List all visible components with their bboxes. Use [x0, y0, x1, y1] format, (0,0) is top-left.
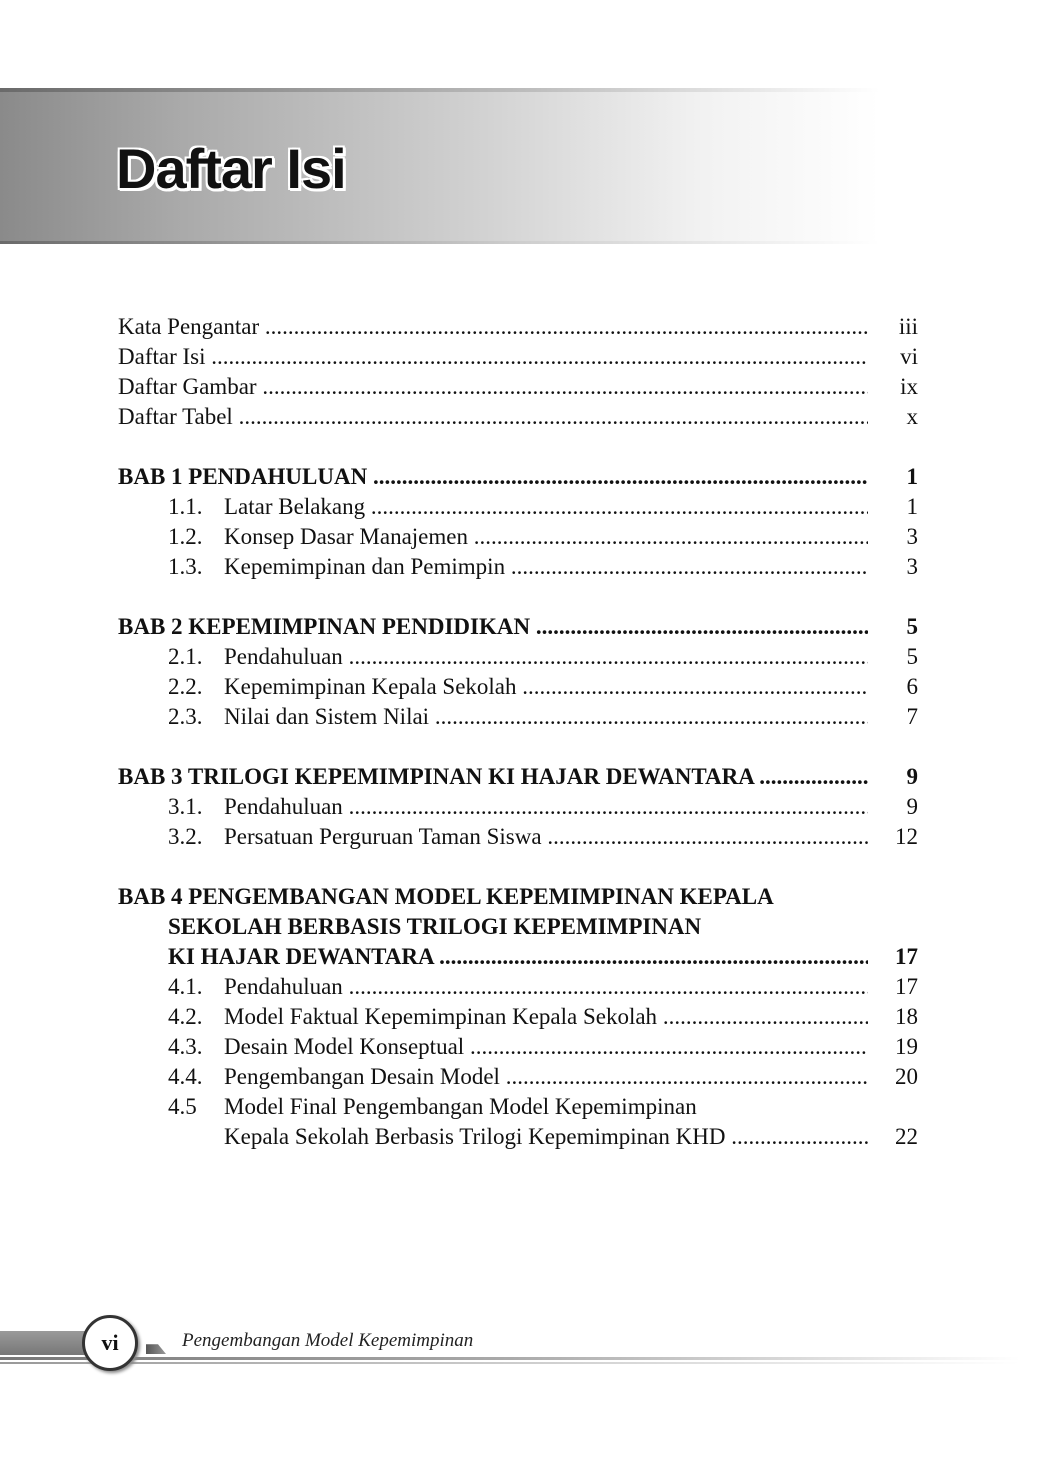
toc-label: Daftar Isi .....	[118, 342, 868, 372]
toc-text: Nilai dan Sistem Nilai	[224, 704, 430, 729]
toc-page: 17	[895, 944, 918, 969]
toc-row-bab-4-line-3[interactable]	[118, 942, 918, 972]
toc-page: vi	[900, 344, 918, 369]
toc-number: 1.1.	[168, 494, 203, 519]
toc-text: Pengembangan Desain Model	[224, 1064, 500, 1089]
toc-label	[168, 672, 868, 702]
toc-page: 5	[906, 644, 918, 669]
toc-page: 12	[895, 824, 918, 849]
toc-page: 17	[895, 974, 918, 999]
toc-number: 4.2.	[168, 1004, 203, 1029]
toc-row-2-2[interactable]	[118, 672, 918, 702]
toc-label	[168, 792, 868, 822]
toc-row-bab-1[interactable]	[118, 462, 918, 492]
toc-row-1-2[interactable]	[118, 522, 918, 552]
spacer	[118, 732, 918, 762]
toc-page: x	[906, 404, 918, 429]
toc-page: 1	[906, 464, 918, 489]
footer-rule	[0, 1357, 1020, 1360]
toc-label: Kepala Sekolah Berbasis Trilogi Kepemimpinan KHD .....	[224, 1122, 868, 1152]
toc-row-bab-2[interactable]	[118, 612, 918, 642]
toc-page: 5	[906, 614, 918, 639]
toc-label	[168, 1092, 868, 1122]
toc-label	[168, 1062, 868, 1092]
toc-label: KI HAJAR DEWANTARA .....	[168, 942, 868, 972]
toc-row-bab-3[interactable]	[118, 762, 918, 792]
toc-number: 2.3.	[168, 704, 203, 729]
toc-number: 3.1.	[168, 794, 203, 819]
page-title: Daftar Isi	[116, 137, 346, 200]
toc-label: Daftar Tabel .....	[118, 402, 868, 432]
toc-page: 20	[895, 1064, 918, 1089]
toc-row-4-5-line-1[interactable]	[118, 1092, 918, 1122]
toc-row-4-1[interactable]	[118, 972, 918, 1002]
toc-page: 3	[906, 554, 918, 579]
toc-page: 6	[906, 674, 918, 699]
toc-label	[168, 822, 868, 852]
running-title: Pengembangan Model Kepemimpinan	[182, 1330, 474, 1351]
toc-page: 1	[906, 494, 918, 519]
toc-label: Daftar Gambar .....	[118, 372, 868, 402]
toc-number: 2.2.	[168, 674, 203, 699]
toc-text: Kepemimpinan dan Pemimpin	[224, 554, 506, 579]
toc-label	[168, 522, 868, 552]
toc-row-1-3[interactable]	[118, 552, 918, 582]
toc-label: BAB 3 TRILOGI KEPEMIMPINAN KI HAJAR DEWANTARA .....	[118, 762, 868, 792]
spacer	[118, 852, 918, 882]
toc-text: Latar Belakang	[224, 494, 366, 519]
toc-page: iii	[898, 314, 918, 339]
toc-row-3-1[interactable]	[118, 792, 918, 822]
table-of-contents	[118, 312, 918, 1152]
toc-row-2-3[interactable]	[118, 702, 918, 732]
toc-row-daftar-isi[interactable]	[118, 342, 918, 372]
spacer	[118, 582, 918, 612]
toc-row-bab-4-line-1[interactable]	[118, 882, 918, 912]
toc-label	[168, 1002, 868, 1032]
toc-number: 3.2.	[168, 824, 203, 849]
toc-row-2-1[interactable]	[118, 642, 918, 672]
toc-page: 18	[895, 1004, 918, 1029]
footer-rule	[0, 1362, 1020, 1364]
toc-label	[168, 642, 868, 672]
toc-label	[168, 702, 868, 732]
toc-label	[168, 972, 868, 1002]
toc-number: 4.3.	[168, 1034, 203, 1059]
toc-row-1-1[interactable]	[118, 492, 918, 522]
toc-label	[168, 492, 868, 522]
toc-row-4-4[interactable]	[118, 1062, 918, 1092]
toc-number: 1.3.	[168, 554, 203, 579]
toc-text: Desain Model Konseptual	[224, 1034, 465, 1059]
toc-text: Kepemimpinan Kepala Sekolah	[224, 674, 517, 699]
toc-label: BAB 1 PENDAHULUAN .....	[118, 462, 868, 492]
toc-page: 7	[906, 704, 918, 729]
toc-page: 22	[895, 1124, 918, 1149]
toc-page: 9	[906, 764, 918, 789]
toc-text: Konsep Dasar Manajemen	[224, 524, 468, 549]
toc-text: Pendahuluan	[224, 974, 343, 999]
toc-label	[168, 1032, 868, 1062]
toc-row-kata-pengantar[interactable]	[118, 312, 918, 342]
toc-label: SEKOLAH BERBASIS TRILOGI KEPEMIMPINAN	[168, 914, 702, 939]
toc-number: 4.4.	[168, 1064, 203, 1089]
toc-page: 19	[895, 1034, 918, 1059]
toc-number: 2.1.	[168, 644, 203, 669]
toc-label: BAB 4 PENGEMBANGAN MODEL KEPEMIMPINAN KEPALA	[118, 884, 774, 909]
toc-row-bab-4-line-2[interactable]	[118, 912, 918, 942]
toc-text: Model Final Pengembangan Model Kepemimpinan	[224, 1094, 697, 1119]
toc-number: 1.2.	[168, 524, 203, 549]
spacer	[118, 432, 918, 462]
toc-row-4-3[interactable]	[118, 1032, 918, 1062]
toc-row-daftar-gambar[interactable]	[118, 372, 918, 402]
toc-number: 4.1.	[168, 974, 203, 999]
toc-label	[168, 552, 868, 582]
toc-label: BAB 2 KEPEMIMPINAN PENDIDIKAN .....	[118, 612, 868, 642]
toc-text: Pendahuluan	[224, 644, 343, 669]
toc-row-4-5-line-2[interactable]	[118, 1122, 918, 1152]
page-number-badge: vi	[82, 1315, 138, 1371]
toc-row-3-2[interactable]	[118, 822, 918, 852]
toc-text: Pendahuluan	[224, 794, 343, 819]
toc-row-4-2[interactable]	[118, 1002, 918, 1032]
toc-row-daftar-tabel[interactable]	[118, 402, 918, 432]
toc-text: Model Faktual Kepemimpinan Kepala Sekolah	[224, 1004, 663, 1029]
toc-page: ix	[900, 374, 918, 399]
toc-page: 9	[906, 794, 918, 819]
toc-label: Kata Pengantar .....	[118, 312, 868, 342]
toc-number: 4.5	[168, 1094, 197, 1119]
toc-page: 3	[906, 524, 918, 549]
toc-text: Persatuan Perguruan Taman Siswa	[224, 824, 548, 849]
